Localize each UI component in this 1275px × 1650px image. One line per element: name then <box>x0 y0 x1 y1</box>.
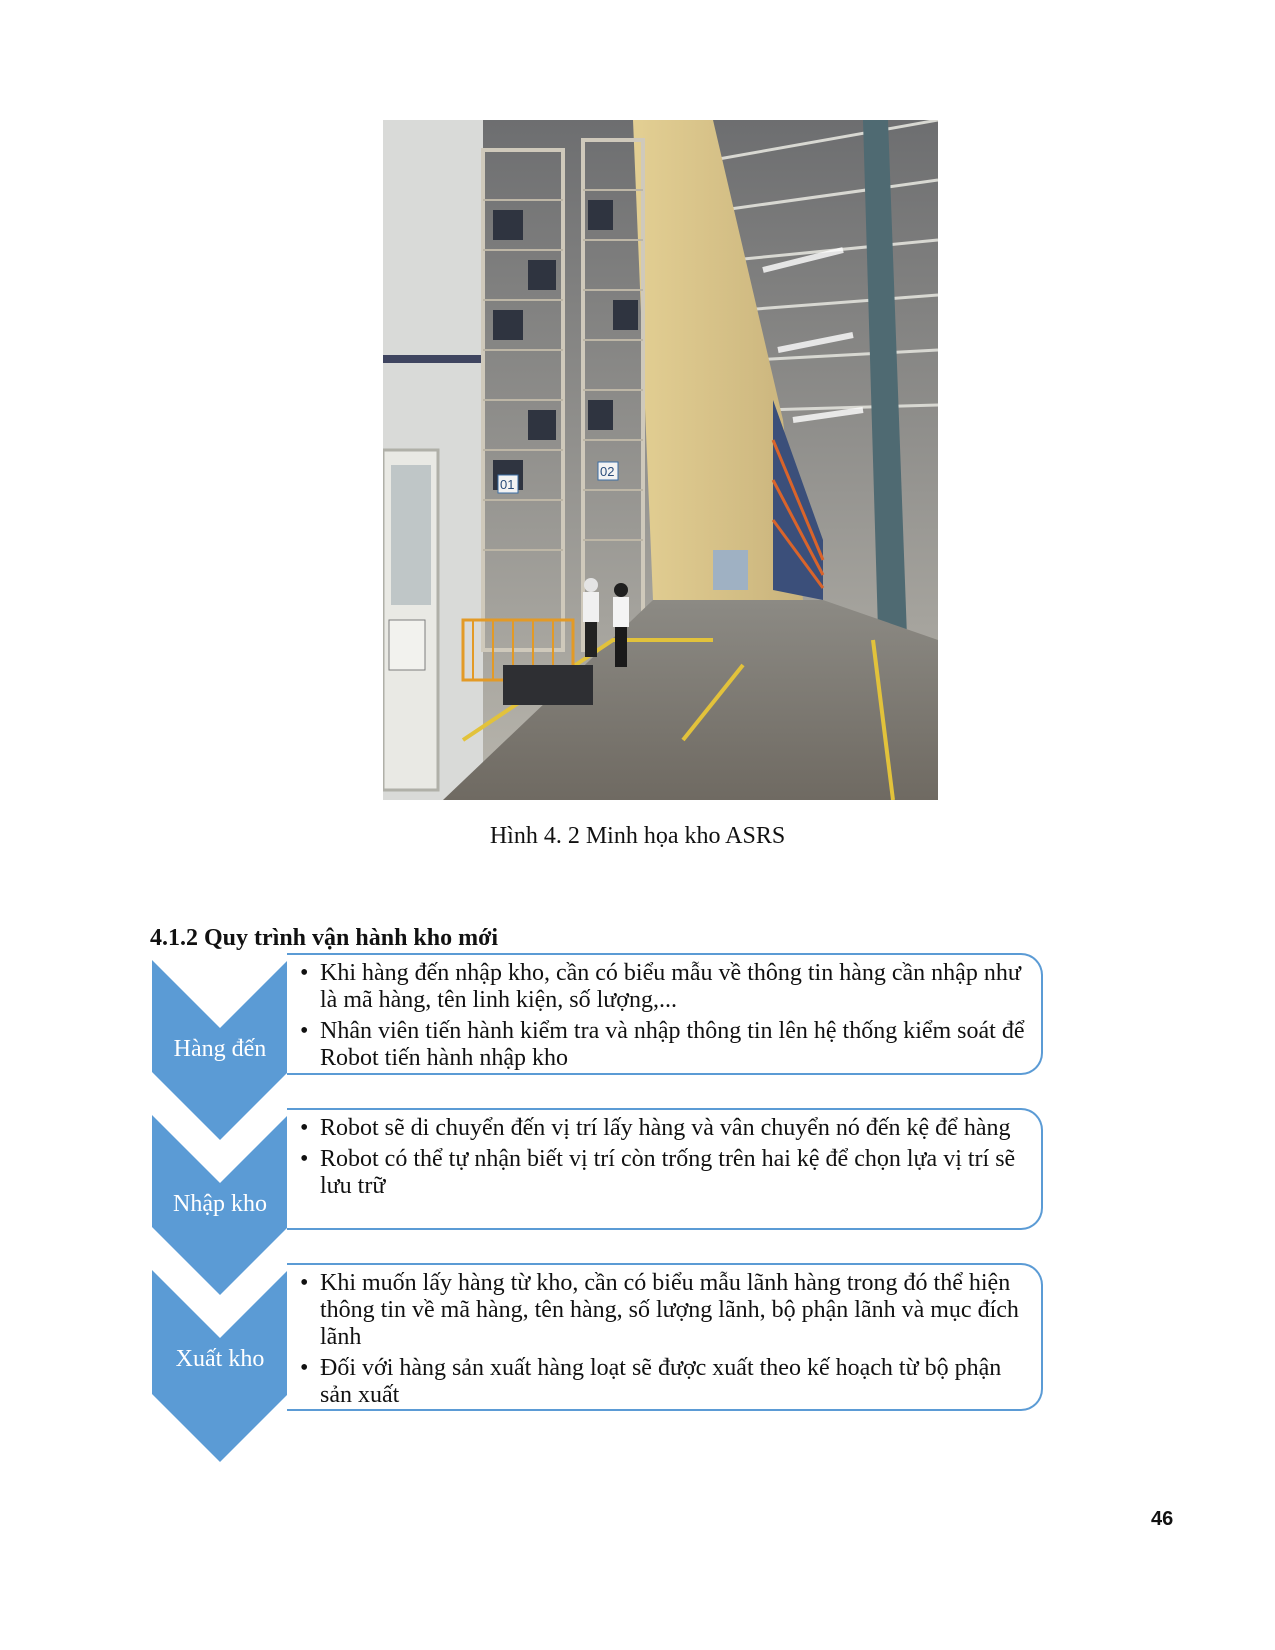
list-item <box>300 960 1031 1014</box>
step-1-label: Hàng đến <box>173 1036 267 1062</box>
bullet-icon: • <box>300 1115 309 1141</box>
rack-label-02: 02 <box>600 464 615 479</box>
step-2-label: Nhập kho <box>173 1191 267 1217</box>
figure-caption: Hình 4. 2 Minh họa kho ASRS <box>489 823 786 849</box>
step-3-box <box>287 1263 1043 1411</box>
bullet-icon: • <box>300 1270 309 1296</box>
bullet-text: Khi hàng đến nhập kho, cần có biểu mẫu về thông tin hàng cần nhập như là mã hàng, tên linh kiện, số lượng,... <box>320 960 1021 1013</box>
step-3-label: Xuất kho <box>175 1346 265 1372</box>
list-item <box>300 1018 1031 1072</box>
bullet-icon: • <box>300 960 309 986</box>
list-item <box>300 1355 1031 1409</box>
list-item <box>300 1270 1031 1351</box>
bullet-icon: • <box>300 1146 309 1172</box>
step-2-box <box>287 1108 1043 1230</box>
bullet-text: Đối với hàng sản xuất hàng loạt sẽ được xuất theo kế hoạch từ bộ phận sản xuất <box>320 1355 1002 1408</box>
step-1-box <box>287 953 1043 1075</box>
bullet-icon: • <box>300 1018 309 1044</box>
bullet-icon: • <box>300 1355 309 1381</box>
list-item <box>300 1115 1031 1142</box>
page-number: 46 <box>1151 1508 1174 1530</box>
bullet-text: Robot sẽ di chuyển đến vị trí lấy hàng và vân chuyển nó đến kệ để hàng <box>320 1115 1011 1141</box>
bullet-text: Nhân viên tiến hành kiểm tra và nhập thông tin lên hệ thống kiểm soát để Robot tiến hành nhập kho <box>320 1018 1025 1071</box>
rack-label-01: 01 <box>500 477 515 492</box>
bullet-text: Robot có thể tự nhận biết vị trí còn trống trên hai kệ để chọn lựa vị trí sẽ lưu trữ <box>320 1146 1016 1199</box>
list-item <box>300 1146 1031 1200</box>
asrs-warehouse-photo <box>383 120 938 800</box>
section-heading: 4.1.2 Quy trình vận hành kho mới <box>150 925 499 951</box>
bullet-text: Khi muốn lấy hàng từ kho, cần có biểu mẫu lãnh hàng trong đó thể hiện thông tin về mã hàng, tên hàng, số lượng lãnh, bộ phận lãnh và mục đích lãnh <box>320 1270 1019 1350</box>
